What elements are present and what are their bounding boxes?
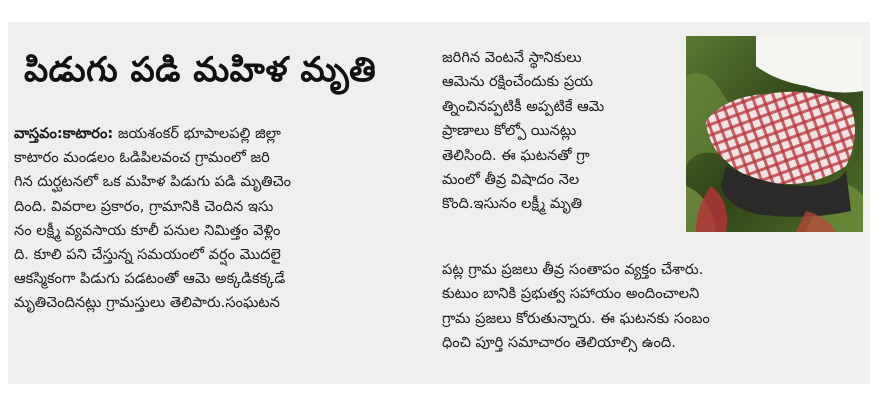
article-line: ప్రాణాలు కోల్పో యినట్లు (442, 122, 577, 140)
news-photo-image (686, 36, 863, 232)
article-column-bottom (442, 258, 862, 356)
article-line: ఆమెను రక్షించేందుకు ప్రయ (442, 73, 593, 91)
article-line: కాటారం మండలం ఓడిపిలవంచ గ్రామంలో జరి (14, 149, 270, 167)
article-line: కుటుం బానికి ప్రభుత్వ సహాయం అందించాలని (442, 285, 700, 303)
article-line: మంలో తీవ్ర విషాదం నెల (442, 171, 580, 189)
article-line: మృతిచెందినట్లు గ్రామస్తులు తెలిపారు.సంఘటన (14, 294, 280, 312)
article-line: త్నించినప్పటికీ అప్పటికే ఆమె (442, 97, 605, 115)
article-headline: పిడుగు పడి మహిళ మృతి (24, 50, 377, 90)
article-line: జరిగిన వెంటనే స్థానికులు (442, 49, 582, 66)
article-line: నం లక్ష్మీ వ్యవసాయ కూలీ పనుల నిమిత్తం వెళ్లిం (14, 221, 281, 239)
newspaper-clipping (8, 22, 870, 384)
article-line: కొంది.ఇసునం లక్ష్మీ మృతి (442, 195, 583, 213)
article-line: దింది. వివరాల ప్రకారం, గ్రామానికి చెందిన ఇసు (14, 197, 274, 215)
article-column-left (14, 122, 424, 316)
article-dateline: వాస్తవం:కాటారం: (14, 125, 114, 142)
article-line: గ్రామ ప్రజలు కోరుతున్నారు. ఈ ఘటనకు సంబం (442, 309, 710, 327)
article-line: పట్ల గ్రామ ప్రజలు తీవ్ర సంతాపం వ్యక్తం చేశారు. (442, 261, 704, 278)
article-line: ధించి పూర్తి సమాచారం తెలియాల్సి ఉంది. (442, 334, 676, 352)
article-line: గిన దుర్ఘటనలో ఒక మహిళ పిడుగు పడి మృతిచెం (14, 173, 292, 191)
article-column-right (442, 46, 678, 217)
article-line: ది. కూలి పని చేస్తున్న సమయంలో వర్షం మొదలై (14, 246, 281, 264)
article-line (14, 122, 424, 146)
news-photo (686, 36, 863, 232)
article-line-text: జయశంకర్ భూపాలపల్లి జిల్లా (113, 125, 281, 142)
article-line: ఆకస్మికంగా పిడుగు పడటంతో ఆమె అక్కడికక్కడే (14, 270, 286, 288)
article-line: తెలిసింది. ఈ ఘటనతో గ్రా (442, 146, 590, 164)
